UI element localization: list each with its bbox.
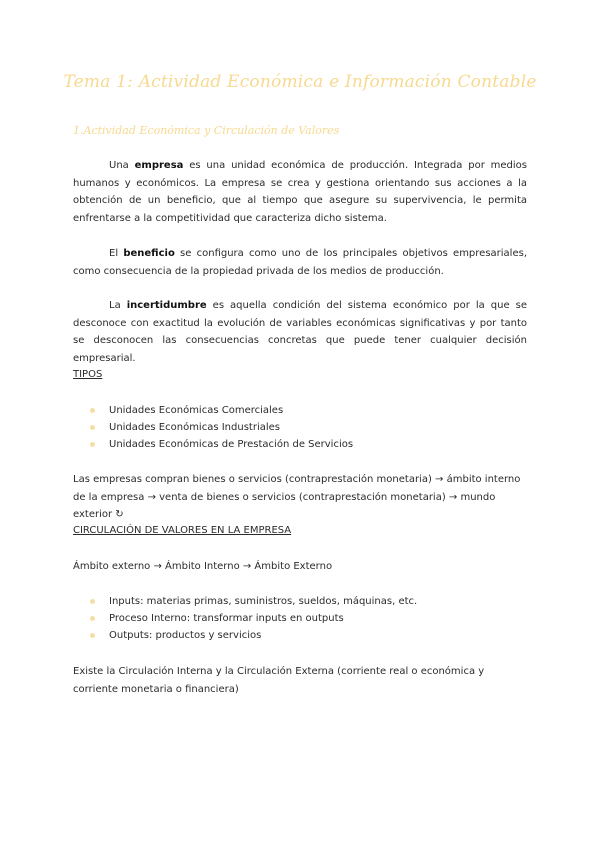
circulacion-heading: CIRCULACIÓN DE VALORES EN LA EMPRESA [73,525,292,536]
paragraph-beneficio: El beneficio se configura como uno de los principales objetivos empresariales, como consecuencia de la propiedad privada de los medios de producción. [73,248,528,277]
ambito-line: Ámbito externo → Ámbito Interno → Ámbito Externo [73,561,333,572]
bullet-icon [90,408,95,413]
bullet-icon [90,442,95,447]
list-item: Proceso Interno: transformar inputs en outputs [73,610,417,627]
term-empresa: empresa [134,160,184,171]
document-title: Tema 1: Actividad Económica e Información Contable [63,72,537,92]
bullet-icon [90,425,95,430]
list-item: Unidades Económicas Industriales [73,419,353,436]
list-item: Outputs: productos y servicios [73,627,417,644]
tipos-heading: TIPOS [73,369,103,380]
circulacion-list [73,593,417,644]
tipos-list [73,402,353,453]
bullet-icon [90,633,95,638]
paragraph-empresa: Una empresa es una unidad económica de producción. Integrada por medios humanos y económicos. La empresa se crea y gestiona orientando sus acciones a la obtención de un beneficio, que al tiempo que asegure su supervivencia, le permita enfrentarse a la competitividad que caracteriza dicho sistema. [73,160,527,224]
list-item: Unidades Económicas Comerciales [73,402,353,419]
bullet-icon [90,599,95,604]
list-item: Unidades Económicas de Prestación de Servicios [73,436,353,453]
bullet-icon [90,616,95,621]
section-subtitle: 1.Actividad Económica y Circulación de Valores [73,124,340,137]
term-beneficio: beneficio [123,248,175,259]
flow-paragraph: Las empresas compran bienes o servicios (contraprestación monetaria) → ámbito interno de la empresa → venta de bienes o servicios (contraprestación monetaria) → mundo exterior ↻ [73,474,521,520]
term-incertidumbre: incertidumbre [126,300,207,311]
closing-paragraph: Existe la Circulación Interna y la Circulación Externa (corriente real o económica y corriente monetaria o financiera) [73,666,485,695]
list-item: Inputs: materias primas, suministros, sueldos, máquinas, etc. [73,593,417,610]
paragraph-incertidumbre: La incertidumbre es aquella condición del sistema económico por la que se desconoce con exactitud la evolución de variables económicas significativas y por tanto se desconocen las consecuencias concretas que puede tener cualquier decisión empresarial. [73,300,527,364]
